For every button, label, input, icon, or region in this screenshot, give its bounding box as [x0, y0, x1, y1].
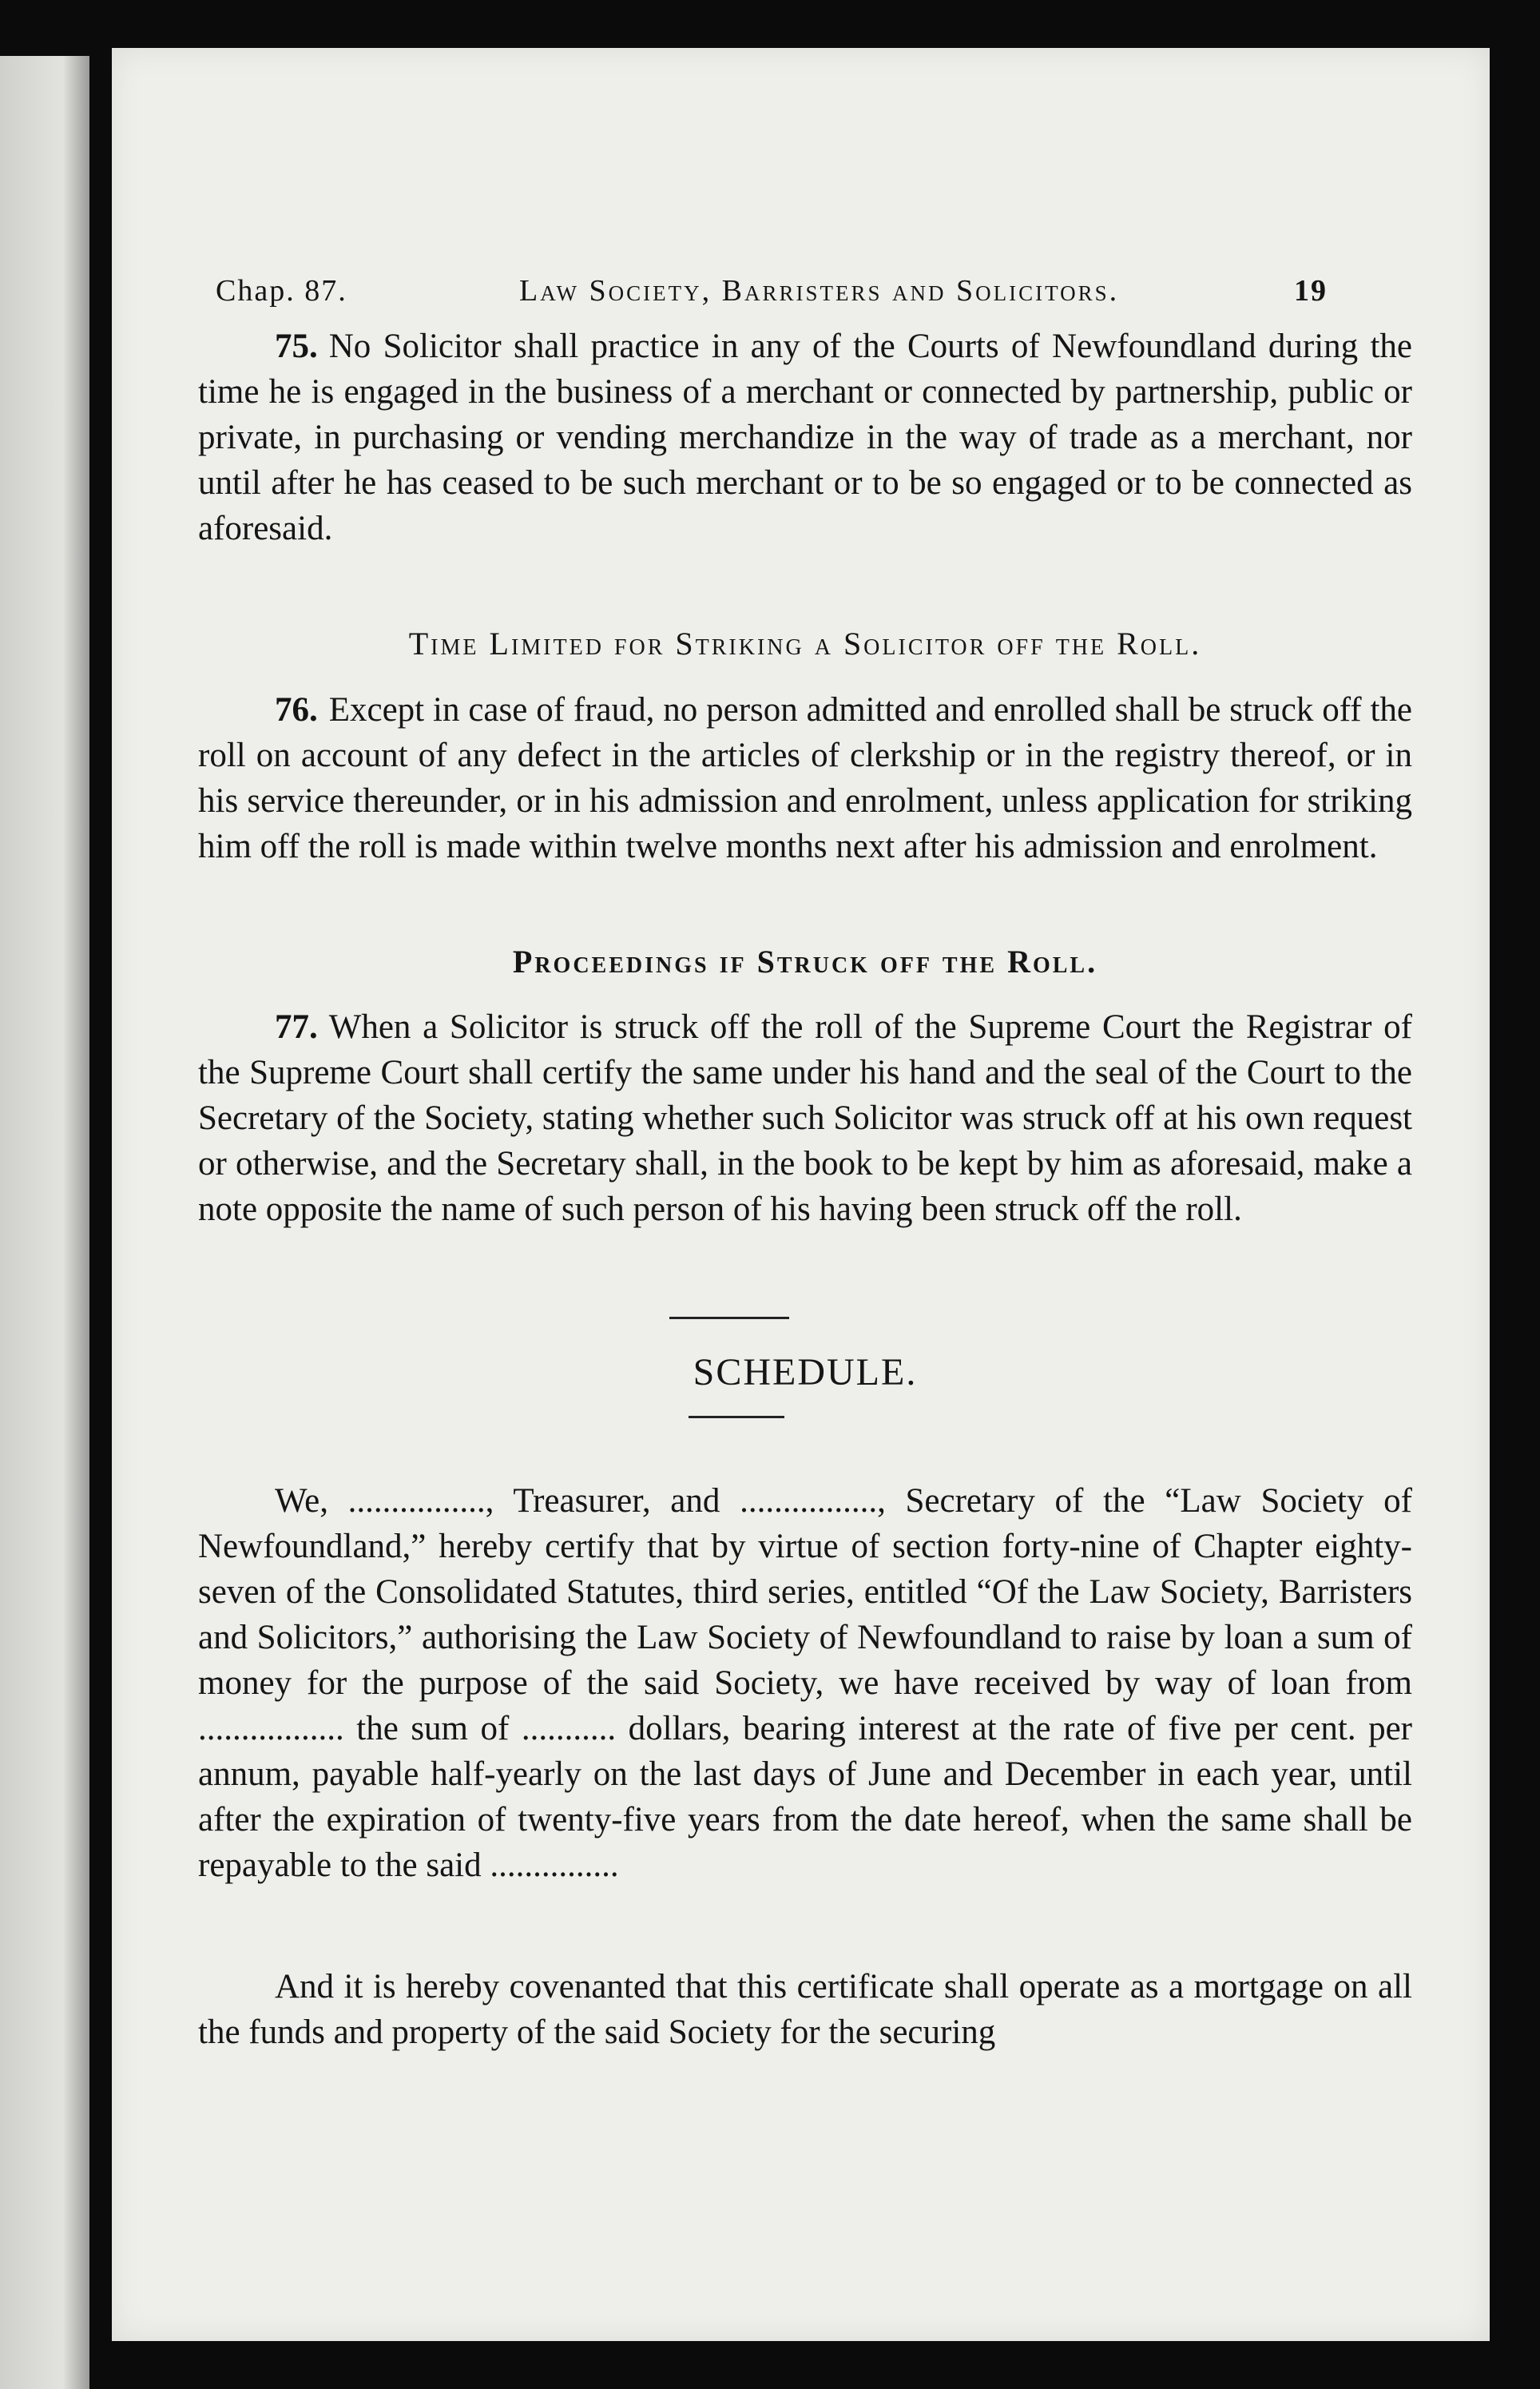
section-76 — [198, 687, 1412, 869]
section-heading: Time Limited for Striking a Solicitor off the Roll. — [408, 626, 1202, 662]
schedule-paragraph: We, ................, Treasurer, and ................, Secretary of the “Law Society of Newfoundland,” hereby certify that by virtue of section forty-nine of Chapter eighty-seven of the Consolidated Statutes, third series, entitled “Of the Law Society, Barristers and Solicitors,” authorising the Law Society of Newfoundland to raise by loan a sum of money for the purpose of the said Society, we have received by way of loan from ................. the sum of ........... dollars, bearing interest at the rate of five per cent. per annum, payable half-yearly on the last days of June and December in each year, until after the expiration of twenty-five years from the date hereof, when the same shall be repayable to the said ............... — [198, 1482, 1412, 1884]
section-77 — [198, 1004, 1412, 1232]
facing-page-edge — [0, 56, 89, 2389]
page-number: 19 — [1294, 274, 1328, 308]
document-page — [112, 48, 1490, 2341]
divider-rule — [669, 1317, 789, 1319]
section-number: 77. — [275, 1008, 318, 1046]
section-75 — [198, 324, 1412, 551]
section-number: 75. — [275, 328, 318, 365]
running-head-title: Law Society, Barristers and Solicitors. — [519, 274, 1120, 308]
running-head-chapter: Chap. 87. — [216, 274, 347, 308]
schedule-paragraph: And it is hereby covenanted that this certificate shall operate as a mortgage on all the funds and property of the said Society for the securing — [198, 1968, 1412, 2051]
section-heading: Proceedings if Struck off the Roll. — [512, 944, 1098, 980]
section-text: When a Solicitor is struck off the roll of the Supreme Court the Registrar of the Supreme Court shall certify the same under his hand and the seal of the Court to the Secretary of the Society, stating whether such Solicitor was struck off at his own request or otherwise, and the Secretary shall, in the book to be kept by him as aforesaid, make a note opposite the name of such person of his having been struck off the roll. — [198, 1008, 1412, 1228]
schedule-title: SCHEDULE. — [693, 1351, 918, 1393]
section-text: Except in case of fraud, no person admitted and enrolled shall be struck off the roll on account of any defect in the articles of clerkship or in the registry thereof, or in his service thereunder, or in his admission and enrolment, unless application for striking him off the roll is made within twelve months next after his admission and enrolment. — [198, 691, 1412, 865]
section-number: 76. — [275, 691, 318, 729]
divider-rule — [689, 1416, 784, 1418]
section-text: No Solicitor shall practice in any of the Courts of Newfoundland during the time he is engaged in the business of a merchant or connected by partnership, public or private, in purchasing or vending merchandize in the way of trade as a merchant, nor until after he has ceased to be such merchant or to be so engaged or to be connected as aforesaid. — [198, 328, 1412, 547]
